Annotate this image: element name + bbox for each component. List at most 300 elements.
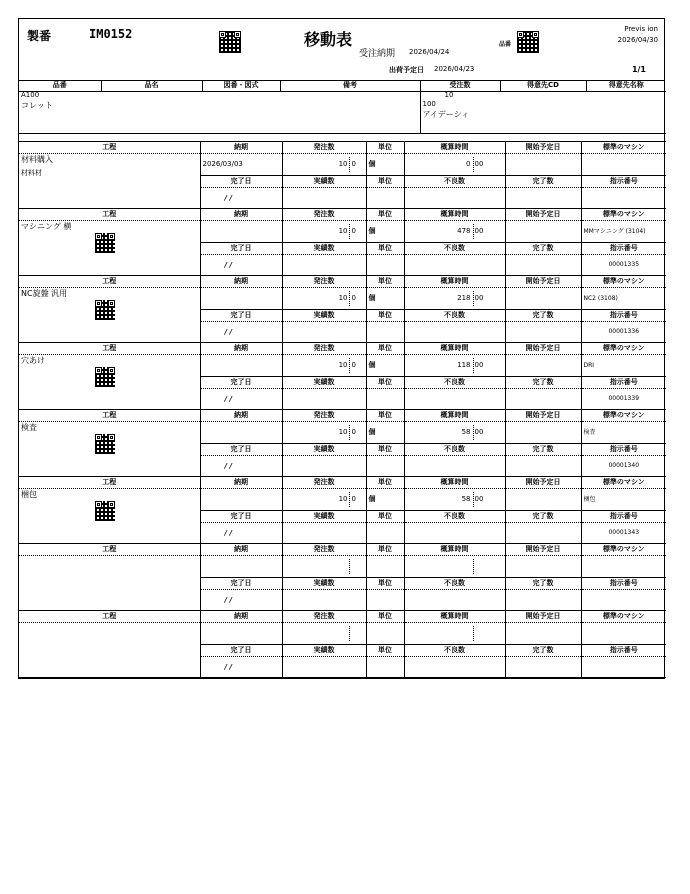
process-machine (581, 556, 666, 578)
process-instruction: 00001336 (581, 322, 666, 343)
time-separator (473, 157, 474, 172)
process-name-cell (19, 556, 200, 611)
hdr-order-qty: 発注数 (282, 611, 366, 623)
spacer-row (19, 133, 666, 141)
process-qty: 10 (338, 160, 348, 168)
hdr-order-qty: 発注数 (282, 209, 366, 221)
process-instruction: 00001340 (581, 456, 666, 477)
hdr-due: 納期 (200, 276, 282, 288)
process-time: 0 (466, 160, 471, 168)
hdr-done-qty: 完了数 (505, 310, 581, 322)
process-due (200, 489, 282, 511)
hdr-actual-qty: 実績数 (282, 176, 366, 188)
process-actual-qty (282, 456, 366, 477)
hdr-unit: 単位 (366, 142, 404, 154)
process-unit (366, 556, 404, 578)
seiban-qr-code (219, 31, 241, 53)
process-name-cell (19, 422, 200, 477)
hdr-done-date: 完了日 (200, 444, 282, 456)
hdr-done-qty: 完了数 (505, 243, 581, 255)
hdr-unit-2: 単位 (366, 645, 404, 657)
process-header-row (19, 142, 666, 154)
process-defect (404, 657, 505, 678)
hdr-defect: 不良数 (404, 578, 505, 590)
hdr-start-plan: 開始予定日 (505, 343, 581, 355)
process-defect (404, 456, 505, 477)
process-done-date: / / (200, 590, 282, 611)
hdr-actual-qty: 実績数 (282, 444, 366, 456)
process-actual-qty (282, 657, 366, 678)
col-part-code: 品番 (19, 81, 101, 91)
process-done-qty (505, 389, 581, 410)
process-name: NC旋盤 汎用 (21, 289, 68, 298)
qty-separator (349, 358, 350, 373)
process-time-dec: 00 (474, 294, 484, 302)
hdr-done-date: 完了日 (200, 243, 282, 255)
process-done-qty (505, 590, 581, 611)
process-header-row (19, 544, 666, 556)
hdr-machine: 標準のマシン (581, 209, 666, 221)
hinban-label: 品番 (499, 41, 512, 48)
time-separator (473, 492, 474, 507)
part-cell (19, 91, 420, 133)
hdr-unit-2: 単位 (366, 377, 404, 389)
process-due (200, 355, 282, 377)
process-done-date: / / (200, 188, 282, 209)
process-qty-dec: 0 (351, 361, 356, 369)
hdr-due: 納期 (200, 142, 282, 154)
process-unit-blank (366, 188, 404, 209)
process-instruction: 00001343 (581, 523, 666, 544)
hdr-defect: 不良数 (404, 176, 505, 188)
process-defect (404, 389, 505, 410)
time-separator (473, 559, 474, 574)
hdr-start-plan: 開始予定日 (505, 611, 581, 623)
revision-date: 2026/04/30 (617, 36, 658, 44)
process-instruction: 00001335 (581, 255, 666, 276)
hdr-machine: 標準のマシン (581, 343, 666, 355)
process-actual-qty (282, 523, 366, 544)
process-values-row (19, 355, 666, 377)
hdr-done-qty: 完了数 (505, 511, 581, 523)
col-remarks: 備考 (280, 81, 420, 91)
process-name-cell (19, 221, 200, 276)
hdr-instruction: 指示番号 (581, 310, 666, 322)
process-header-row (19, 276, 666, 288)
process-due (200, 556, 282, 578)
hdr-defect: 不良数 (404, 444, 505, 456)
process-unit-blank (366, 523, 404, 544)
process-done-qty (505, 523, 581, 544)
hdr-due: 納期 (200, 544, 282, 556)
process-time-cell (404, 221, 505, 243)
process-start-plan (505, 288, 581, 310)
process-due (200, 422, 282, 444)
process-unit: 個 (366, 221, 404, 243)
process-defect (404, 322, 505, 343)
page-number: 1/1 (631, 65, 646, 74)
process-unit-blank (366, 389, 404, 410)
customer-cd-value: 100 (422, 99, 436, 108)
hdr-actual-qty: 実績数 (282, 511, 366, 523)
hdr-done-qty: 完了数 (505, 645, 581, 657)
process-time: 58 (461, 495, 471, 503)
process-qty-dec: 0 (351, 294, 356, 302)
hdr-unit-2: 単位 (366, 243, 404, 255)
hdr-done-date: 完了日 (200, 645, 282, 657)
hdr-est-time: 概算時間 (404, 343, 505, 355)
hdr-process: 工程 (19, 142, 200, 154)
hdr-est-time: 概算時間 (404, 276, 505, 288)
hdr-process: 工程 (19, 611, 200, 623)
hdr-defect: 不良数 (404, 310, 505, 322)
hdr-done-qty: 完了数 (505, 444, 581, 456)
hdr-instruction: 指示番号 (581, 176, 666, 188)
process-header-row (19, 410, 666, 422)
transfer-sheet (18, 18, 665, 679)
hdr-process: 工程 (19, 343, 200, 355)
process-unit-blank (366, 255, 404, 276)
hdr-instruction: 指示番号 (581, 377, 666, 389)
seiban-label: 製番 (27, 29, 52, 43)
process-defect (404, 590, 505, 611)
process-name: マシニング 横 (21, 222, 72, 231)
process-machine (581, 623, 666, 645)
hdr-process: 工程 (19, 276, 200, 288)
col-customer-name: 得意先名称 (586, 81, 666, 91)
hdr-unit: 単位 (366, 544, 404, 556)
hdr-process: 工程 (19, 410, 200, 422)
page-title: 移動表 (304, 30, 353, 49)
hdr-start-plan: 開始予定日 (505, 410, 581, 422)
hdr-start-plan: 開始予定日 (505, 276, 581, 288)
process-time-cell (404, 422, 505, 444)
process-unit: 個 (366, 154, 404, 176)
hdr-instruction: 指示番号 (581, 511, 666, 523)
hdr-order-qty: 発注数 (282, 477, 366, 489)
process-time-cell (404, 623, 505, 645)
process-due (200, 288, 282, 310)
process-machine (581, 154, 666, 176)
hdr-machine: 標準のマシン (581, 276, 666, 288)
process-start-plan (505, 154, 581, 176)
part-name: コレット (21, 100, 53, 110)
time-separator (473, 425, 474, 440)
process-start-plan (505, 623, 581, 645)
process-qr-code (95, 233, 115, 253)
process-header-row (19, 209, 666, 221)
hdr-done-qty: 完了数 (505, 578, 581, 590)
hdr-order-qty: 発注数 (282, 544, 366, 556)
qty-separator (349, 157, 350, 172)
hdr-est-time: 概算時間 (404, 544, 505, 556)
process-qty-cell (282, 154, 366, 176)
hdr-start-plan: 開始予定日 (505, 142, 581, 154)
process-name-cell (19, 355, 200, 410)
hdr-machine: 標準のマシン (581, 544, 666, 556)
process-values-row (19, 221, 666, 243)
ship-plan-value: 2026/04/23 (434, 65, 475, 73)
process-values-row (19, 288, 666, 310)
process-qty-dec: 0 (351, 495, 356, 503)
process-qr-code (95, 300, 115, 320)
order-due-label: 受注納期 (359, 49, 396, 59)
hdr-est-time: 概算時間 (404, 477, 505, 489)
process-instruction: 00001339 (581, 389, 666, 410)
hdr-est-time: 概算時間 (404, 410, 505, 422)
process-done-qty (505, 322, 581, 343)
hdr-unit: 単位 (366, 477, 404, 489)
hdr-order-qty: 発注数 (282, 343, 366, 355)
process-instruction (581, 657, 666, 678)
hdr-actual-qty: 実績数 (282, 578, 366, 590)
revision-label: Previs ion (624, 25, 658, 33)
process-unit: 個 (366, 489, 404, 511)
process-instruction (581, 590, 666, 611)
process-qty: 10 (338, 227, 348, 235)
process-time-dec: 00 (474, 227, 484, 235)
hdr-machine: 標準のマシン (581, 611, 666, 623)
process-actual-qty (282, 389, 366, 410)
process-start-plan (505, 556, 581, 578)
process-unit: 個 (366, 288, 404, 310)
process-done-qty (505, 188, 581, 209)
hdr-order-qty: 発注数 (282, 142, 366, 154)
process-time: 58 (461, 428, 471, 436)
hdr-unit-2: 単位 (366, 578, 404, 590)
process-due: 2026/03/03 (200, 154, 282, 176)
hdr-defect: 不良数 (404, 645, 505, 657)
process-time: 218 (457, 294, 471, 302)
process-values-row (19, 422, 666, 444)
process-due (200, 623, 282, 645)
hdr-machine: 標準のマシン (581, 410, 666, 422)
process-qty-dec: 0 (351, 428, 356, 436)
order-due-value: 2026/04/24 (409, 48, 450, 56)
info-body-row (19, 91, 666, 133)
process-start-plan (505, 221, 581, 243)
process-machine: 梱包 (581, 489, 666, 511)
process-values-row (19, 154, 666, 176)
hdr-due: 納期 (200, 410, 282, 422)
process-unit: 個 (366, 355, 404, 377)
process-qty: 10 (338, 294, 348, 302)
order-info-table (19, 81, 666, 142)
process-time-cell (404, 556, 505, 578)
process-unit-blank (366, 456, 404, 477)
process-name-cell (19, 623, 200, 678)
process-body (19, 142, 666, 678)
hdr-start-plan: 開始予定日 (505, 477, 581, 489)
hdr-done-date: 完了日 (200, 511, 282, 523)
process-name-cell (19, 489, 200, 544)
hdr-due: 納期 (200, 209, 282, 221)
hdr-unit: 単位 (366, 343, 404, 355)
hdr-machine: 標準のマシン (581, 142, 666, 154)
process-qty: 10 (338, 428, 348, 436)
hdr-actual-qty: 実績数 (282, 377, 366, 389)
process-time-cell (404, 154, 505, 176)
process-due (200, 221, 282, 243)
process-qty-cell (282, 355, 366, 377)
hdr-due: 納期 (200, 477, 282, 489)
qty-separator (349, 425, 350, 440)
hdr-machine: 標準のマシン (581, 477, 666, 489)
process-actual-qty (282, 255, 366, 276)
hdr-unit: 単位 (366, 410, 404, 422)
qty-separator (349, 626, 350, 641)
hdr-est-time: 概算時間 (404, 611, 505, 623)
customer-name-value: アイデーシィ (422, 109, 470, 119)
hdr-done-date: 完了日 (200, 578, 282, 590)
process-defect (404, 523, 505, 544)
time-separator (473, 358, 474, 373)
hdr-done-date: 完了日 (200, 310, 282, 322)
process-header-row (19, 343, 666, 355)
process-qty-cell (282, 288, 366, 310)
process-machine: DRI (581, 355, 666, 377)
hdr-unit-2: 単位 (366, 310, 404, 322)
hdr-actual-qty: 実績数 (282, 243, 366, 255)
hdr-order-qty: 発注数 (282, 410, 366, 422)
hdr-process: 工程 (19, 477, 200, 489)
col-part-name: 品名 (101, 81, 202, 91)
process-name: 梱包 (21, 490, 37, 499)
process-start-plan (505, 355, 581, 377)
hdr-unit: 単位 (366, 611, 404, 623)
hdr-unit-2: 単位 (366, 176, 404, 188)
sheet-header (19, 19, 664, 81)
process-machine: NC2 (3108) (581, 288, 666, 310)
process-qty-cell (282, 623, 366, 645)
process-defect (404, 255, 505, 276)
process-time-dec: 00 (474, 160, 484, 168)
process-actual-qty (282, 188, 366, 209)
process-start-plan (505, 422, 581, 444)
hdr-done-date: 完了日 (200, 377, 282, 389)
hdr-unit: 単位 (366, 276, 404, 288)
process-machine: 検査 (581, 422, 666, 444)
hdr-process: 工程 (19, 209, 200, 221)
hdr-instruction: 指示番号 (581, 243, 666, 255)
hdr-done-date: 完了日 (200, 176, 282, 188)
part-code: A100 (21, 90, 40, 99)
col-drawing: 図番・図式 (202, 81, 280, 91)
process-unit (366, 623, 404, 645)
process-table (19, 142, 666, 679)
process-instruction (581, 188, 666, 209)
process-qr-code (95, 501, 115, 521)
process-done-date: / / (200, 389, 282, 410)
process-defect (404, 188, 505, 209)
process-sub: 材料材 (21, 169, 42, 177)
process-machine: MMマシニング (3104) (581, 221, 666, 243)
qty-separator (349, 559, 350, 574)
hinban-qr-code (517, 31, 539, 53)
process-done-date: / / (200, 456, 282, 477)
process-time: 118 (457, 361, 471, 369)
hdr-est-time: 概算時間 (404, 209, 505, 221)
process-actual-qty (282, 590, 366, 611)
qty-separator (349, 224, 350, 239)
process-done-qty (505, 255, 581, 276)
process-time-cell (404, 355, 505, 377)
hdr-unit: 単位 (366, 209, 404, 221)
time-separator (473, 626, 474, 641)
process-qr-code (95, 367, 115, 387)
process-qr-code (95, 434, 115, 454)
hdr-done-qty: 完了数 (505, 176, 581, 188)
process-name: 材料購入 (21, 155, 53, 164)
process-header-row (19, 477, 666, 489)
hdr-due: 納期 (200, 343, 282, 355)
hdr-done-qty: 完了数 (505, 377, 581, 389)
process-done-date: / / (200, 523, 282, 544)
hdr-order-qty: 発注数 (282, 276, 366, 288)
process-unit-blank (366, 590, 404, 611)
process-values-row (19, 489, 666, 511)
hdr-actual-qty: 実績数 (282, 310, 366, 322)
process-name-cell (19, 154, 200, 209)
process-name: 検査 (21, 423, 37, 432)
process-time-dec: 00 (474, 428, 484, 436)
process-actual-qty (282, 322, 366, 343)
process-qty: 10 (338, 361, 348, 369)
customer-cell (420, 91, 666, 133)
hdr-est-time: 概算時間 (404, 142, 505, 154)
process-time-cell (404, 489, 505, 511)
col-customer-cd: 得意先CD (500, 81, 586, 91)
hdr-instruction: 指示番号 (581, 444, 666, 456)
process-qty-dec: 0 (351, 160, 356, 168)
process-values-row (19, 623, 666, 645)
hdr-process: 工程 (19, 544, 200, 556)
process-qty-cell (282, 422, 366, 444)
process-time: 478 (457, 227, 471, 235)
hdr-actual-qty: 実績数 (282, 645, 366, 657)
time-separator (473, 291, 474, 306)
process-time-cell (404, 288, 505, 310)
process-time-dec: 00 (474, 495, 484, 503)
process-unit: 個 (366, 422, 404, 444)
process-done-date: / / (200, 657, 282, 678)
process-values-row (19, 556, 666, 578)
process-unit-blank (366, 657, 404, 678)
seiban-value: IM0152 (89, 27, 133, 41)
qty-separator (349, 492, 350, 507)
process-name: 穴あけ (21, 356, 45, 365)
process-header-row (19, 611, 666, 623)
hdr-defect: 不良数 (404, 377, 505, 389)
process-done-qty (505, 456, 581, 477)
hdr-due: 納期 (200, 611, 282, 623)
hdr-unit-2: 単位 (366, 444, 404, 456)
qty-separator (349, 291, 350, 306)
process-done-qty (505, 657, 581, 678)
order-qty-value: 10 (444, 90, 454, 99)
process-qty-cell (282, 556, 366, 578)
col-order-qty: 受注数 (420, 81, 500, 91)
hdr-start-plan: 開始予定日 (505, 209, 581, 221)
ship-plan-label: 出荷予定日 (389, 66, 424, 74)
hdr-instruction: 指示番号 (581, 645, 666, 657)
process-name-cell (19, 288, 200, 343)
hdr-unit-2: 単位 (366, 511, 404, 523)
process-qty-dec: 0 (351, 227, 356, 235)
process-done-date: / / (200, 255, 282, 276)
hdr-defect: 不良数 (404, 511, 505, 523)
process-unit-blank (366, 322, 404, 343)
